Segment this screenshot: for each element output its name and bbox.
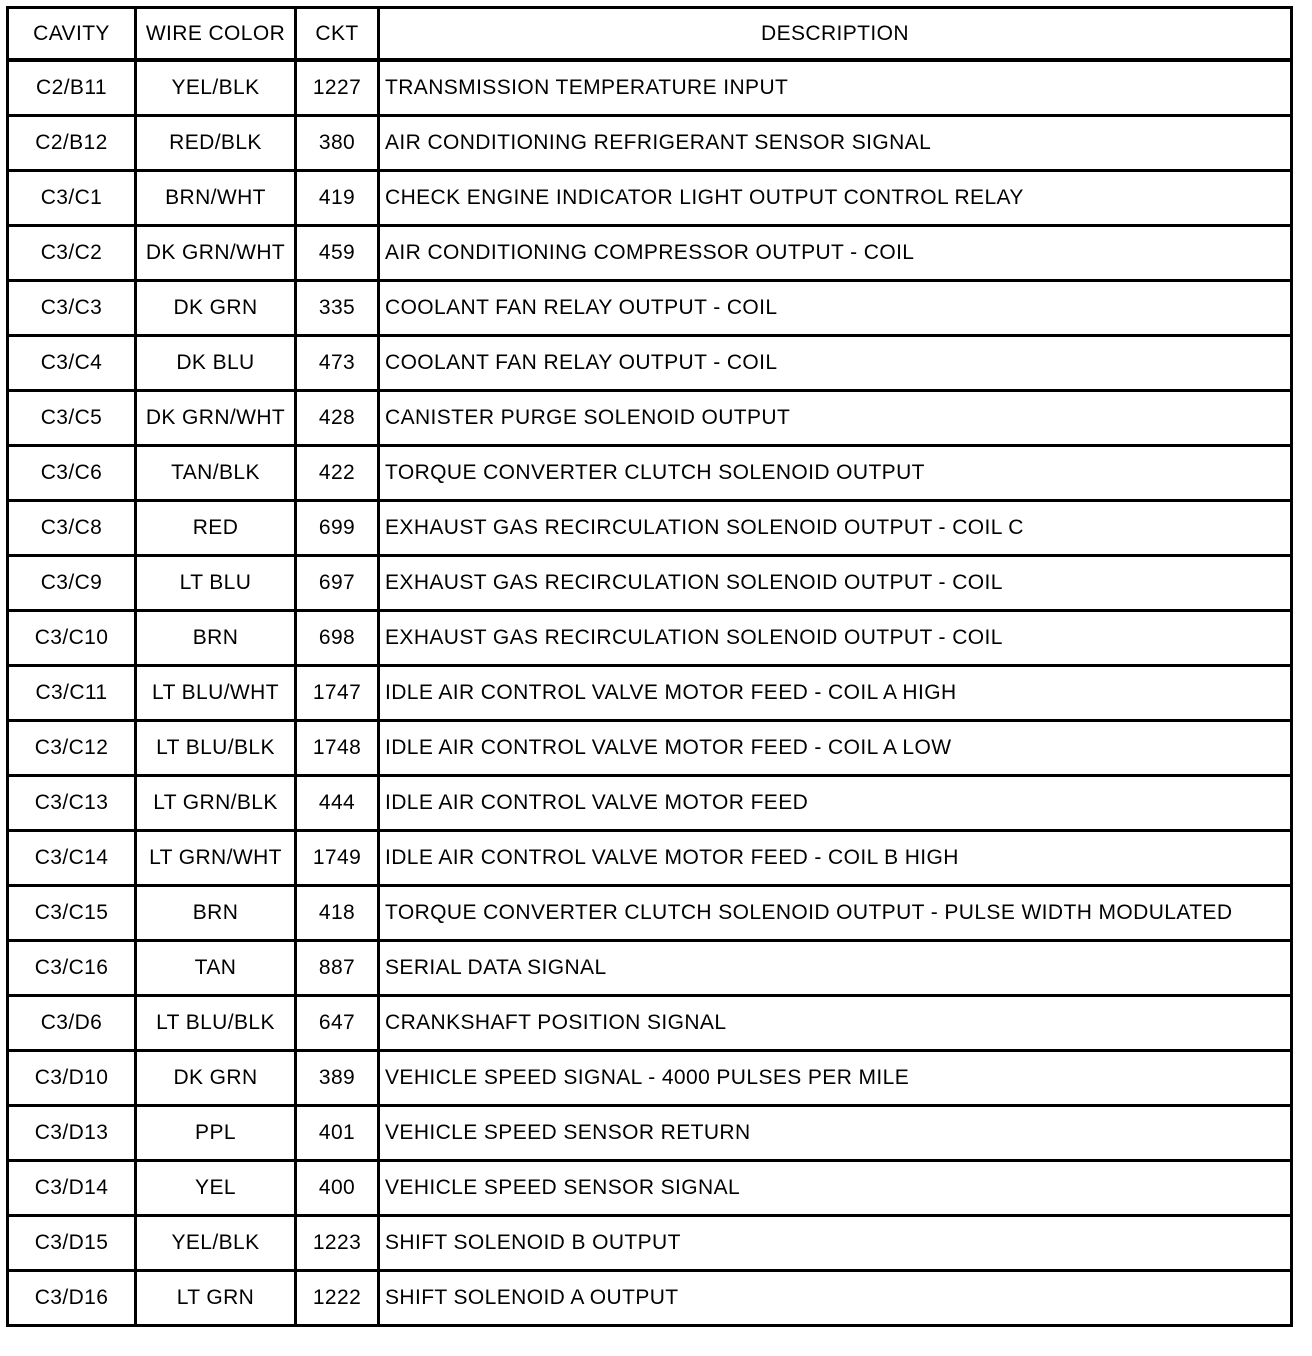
cell-description: VEHICLE SPEED SENSOR RETURN: [379, 1106, 1292, 1161]
cell-wire-color: TAN/BLK: [136, 446, 296, 501]
cell-cavity: C3/C8: [8, 501, 136, 556]
cell-description: TORQUE CONVERTER CLUTCH SOLENOID OUTPUT - PULSE WIDTH MODULATED: [379, 886, 1292, 941]
cell-wire-color: TAN: [136, 941, 296, 996]
cell-ckt: 1747: [296, 666, 379, 721]
cell-cavity: C2/B11: [8, 60, 136, 116]
cell-description: CRANKSHAFT POSITION SIGNAL: [379, 996, 1292, 1051]
cell-cavity: C3/C11: [8, 666, 136, 721]
cell-wire-color: BRN: [136, 611, 296, 666]
cell-description: IDLE AIR CONTROL VALVE MOTOR FEED - COIL A HIGH: [379, 666, 1292, 721]
cell-ckt: 697: [296, 556, 379, 611]
cell-ckt: 473: [296, 336, 379, 391]
cell-ckt: 389: [296, 1051, 379, 1106]
header-description: DESCRIPTION: [379, 8, 1292, 61]
cell-ckt: 335: [296, 281, 379, 336]
cell-cavity: C3/D14: [8, 1161, 136, 1216]
cell-ckt: 1749: [296, 831, 379, 886]
cell-ckt: 1223: [296, 1216, 379, 1271]
cell-description: CHECK ENGINE INDICATOR LIGHT OUTPUT CONTROL RELAY: [379, 171, 1292, 226]
table-row: [8, 721, 1292, 776]
table-row: [8, 1271, 1292, 1326]
table-row: [8, 611, 1292, 666]
cell-ckt: 444: [296, 776, 379, 831]
table-row: [8, 941, 1292, 996]
cell-ckt: 698: [296, 611, 379, 666]
table-row: [8, 776, 1292, 831]
cell-cavity: C2/B12: [8, 116, 136, 171]
cell-wire-color: RED/BLK: [136, 116, 296, 171]
cell-wire-color: LT BLU: [136, 556, 296, 611]
cell-wire-color: BRN/WHT: [136, 171, 296, 226]
table-row: [8, 391, 1292, 446]
cell-ckt: 887: [296, 941, 379, 996]
cell-ckt: 401: [296, 1106, 379, 1161]
cell-ckt: 459: [296, 226, 379, 281]
cell-wire-color: LT BLU/BLK: [136, 721, 296, 776]
cell-cavity: C3/D16: [8, 1271, 136, 1326]
cell-cavity: C3/C12: [8, 721, 136, 776]
cell-ckt: 1222: [296, 1271, 379, 1326]
table-row: [8, 446, 1292, 501]
cell-wire-color: BRN: [136, 886, 296, 941]
cell-description: SHIFT SOLENOID B OUTPUT: [379, 1216, 1292, 1271]
header-row: [8, 8, 1292, 61]
cell-description: IDLE AIR CONTROL VALVE MOTOR FEED - COIL B HIGH: [379, 831, 1292, 886]
cell-wire-color: RED: [136, 501, 296, 556]
header-ckt: CKT: [296, 8, 379, 61]
cell-wire-color: LT GRN: [136, 1271, 296, 1326]
cell-ckt: 647: [296, 996, 379, 1051]
cell-description: TRANSMISSION TEMPERATURE INPUT: [379, 60, 1292, 116]
cell-description: EXHAUST GAS RECIRCULATION SOLENOID OUTPUT - COIL: [379, 611, 1292, 666]
cell-description: SHIFT SOLENOID A OUTPUT: [379, 1271, 1292, 1326]
cell-cavity: C3/C13: [8, 776, 136, 831]
cell-cavity: C3/C1: [8, 171, 136, 226]
cell-ckt: 1748: [296, 721, 379, 776]
table-row: [8, 1216, 1292, 1271]
table-row: [8, 1106, 1292, 1161]
cell-ckt: 422: [296, 446, 379, 501]
cell-ckt: 699: [296, 501, 379, 556]
cell-cavity: C3/D6: [8, 996, 136, 1051]
cell-cavity: C3/C16: [8, 941, 136, 996]
table-row: [8, 886, 1292, 941]
cell-cavity: C3/C10: [8, 611, 136, 666]
cell-wire-color: LT BLU/WHT: [136, 666, 296, 721]
cell-wire-color: PPL: [136, 1106, 296, 1161]
cell-description: AIR CONDITIONING COMPRESSOR OUTPUT - COIL: [379, 226, 1292, 281]
cell-cavity: C3/D15: [8, 1216, 136, 1271]
cell-cavity: C3/C9: [8, 556, 136, 611]
table-row: [8, 831, 1292, 886]
cell-description: SERIAL DATA SIGNAL: [379, 941, 1292, 996]
cell-wire-color: YEL: [136, 1161, 296, 1216]
cell-wire-color: DK BLU: [136, 336, 296, 391]
cell-cavity: C3/C2: [8, 226, 136, 281]
cell-description: CANISTER PURGE SOLENOID OUTPUT: [379, 391, 1292, 446]
cell-wire-color: LT GRN/WHT: [136, 831, 296, 886]
table-row: [8, 226, 1292, 281]
table-row: [8, 336, 1292, 391]
cell-cavity: C3/C15: [8, 886, 136, 941]
cell-description: COOLANT FAN RELAY OUTPUT - COIL: [379, 281, 1292, 336]
cell-description: VEHICLE SPEED SENSOR SIGNAL: [379, 1161, 1292, 1216]
cell-wire-color: DK GRN: [136, 281, 296, 336]
table-row: [8, 1161, 1292, 1216]
cell-description: IDLE AIR CONTROL VALVE MOTOR FEED - COIL A LOW: [379, 721, 1292, 776]
table-row: [8, 1051, 1292, 1106]
connector-pinout-table: [6, 6, 1293, 1327]
cell-ckt: 1227: [296, 60, 379, 116]
connector-pinout-table-container: [6, 6, 1290, 1350]
cell-cavity: C3/D10: [8, 1051, 136, 1106]
cell-cavity: C3/D13: [8, 1106, 136, 1161]
cell-description: EXHAUST GAS RECIRCULATION SOLENOID OUTPUT - COIL: [379, 556, 1292, 611]
cell-cavity: C3/C3: [8, 281, 136, 336]
table-row: [8, 556, 1292, 611]
cell-ckt: 418: [296, 886, 379, 941]
cell-wire-color: YEL/BLK: [136, 1216, 296, 1271]
cell-wire-color: YEL/BLK: [136, 60, 296, 116]
header-cavity: CAVITY: [8, 8, 136, 61]
table-row: [8, 60, 1292, 116]
cell-ckt: 428: [296, 391, 379, 446]
table-row: [8, 171, 1292, 226]
cell-wire-color: LT BLU/BLK: [136, 996, 296, 1051]
cell-cavity: C3/C5: [8, 391, 136, 446]
cell-cavity: C3/C4: [8, 336, 136, 391]
cell-wire-color: DK GRN/WHT: [136, 391, 296, 446]
cell-wire-color: DK GRN/WHT: [136, 226, 296, 281]
cell-wire-color: LT GRN/BLK: [136, 776, 296, 831]
cell-wire-color: DK GRN: [136, 1051, 296, 1106]
cell-cavity: C3/C14: [8, 831, 136, 886]
table-row: [8, 666, 1292, 721]
header-wire-color: WIRE COLOR: [136, 8, 296, 61]
table-row: [8, 501, 1292, 556]
cell-description: EXHAUST GAS RECIRCULATION SOLENOID OUTPUT - COIL C: [379, 501, 1292, 556]
table-row: [8, 281, 1292, 336]
cell-description: VEHICLE SPEED SIGNAL - 4000 PULSES PER MILE: [379, 1051, 1292, 1106]
table-row: [8, 996, 1292, 1051]
cell-description: COOLANT FAN RELAY OUTPUT - COIL: [379, 336, 1292, 391]
cell-ckt: 419: [296, 171, 379, 226]
table-row: [8, 116, 1292, 171]
cell-cavity: C3/C6: [8, 446, 136, 501]
cell-ckt: 400: [296, 1161, 379, 1216]
table-body: [8, 60, 1292, 1326]
cell-ckt: 380: [296, 116, 379, 171]
cell-description: TORQUE CONVERTER CLUTCH SOLENOID OUTPUT: [379, 446, 1292, 501]
cell-description: IDLE AIR CONTROL VALVE MOTOR FEED: [379, 776, 1292, 831]
cell-description: AIR CONDITIONING REFRIGERANT SENSOR SIGNAL: [379, 116, 1292, 171]
